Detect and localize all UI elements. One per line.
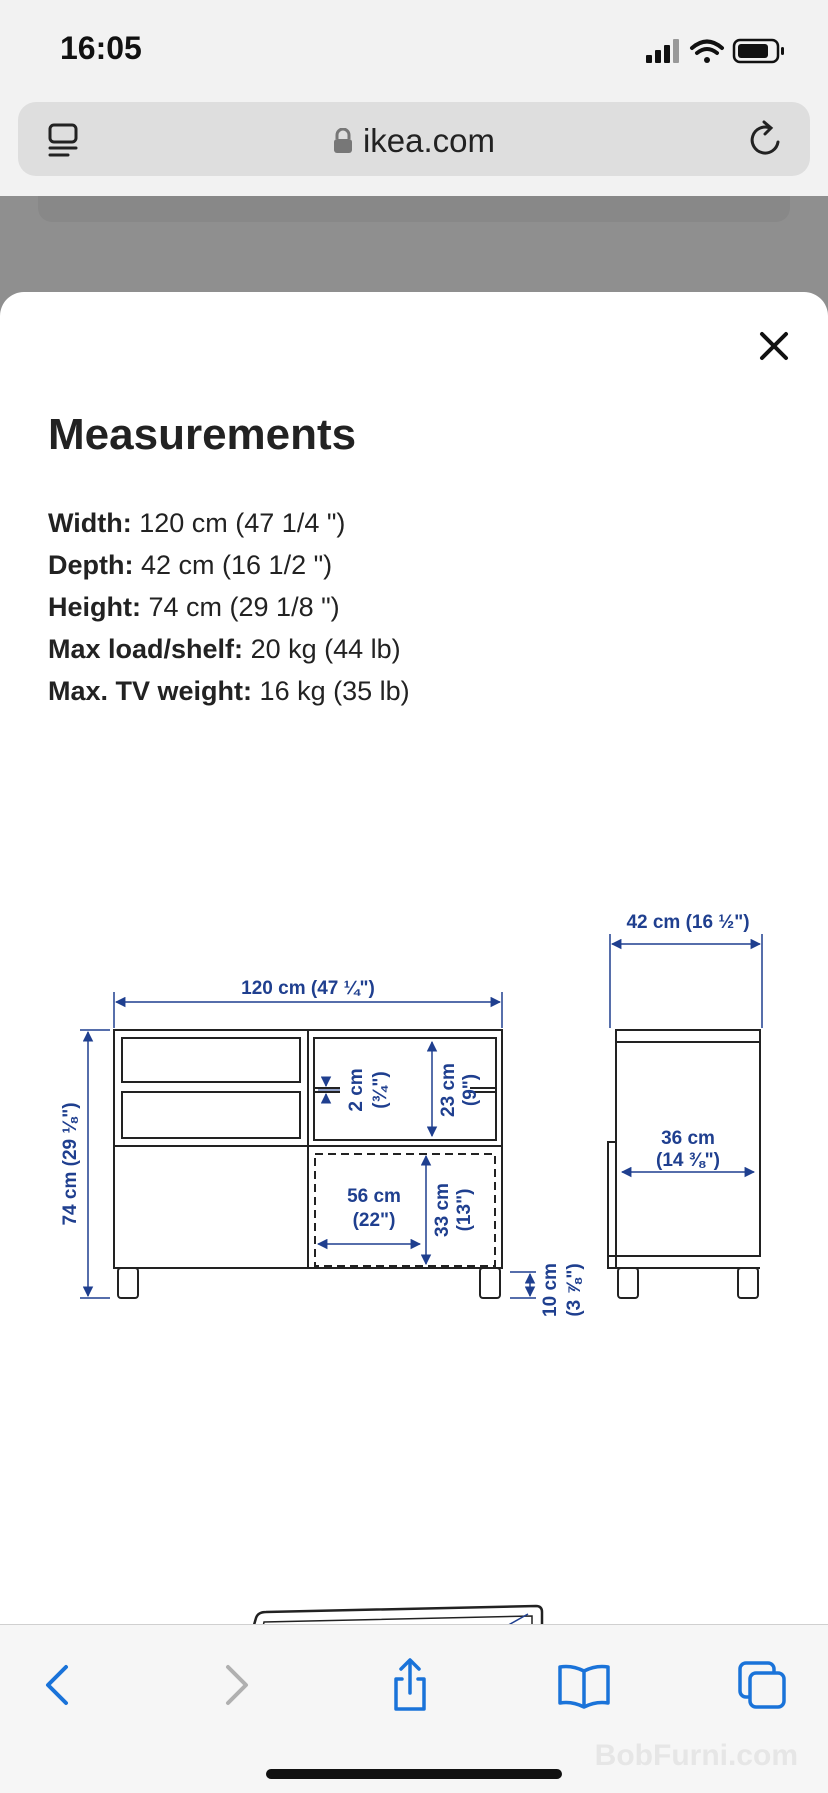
close-button[interactable] [756, 328, 792, 364]
width-dimension-label: 120 cm (47 ¼") [241, 978, 375, 999]
spec-label: Width: [48, 508, 132, 538]
shelf-gap-in-label: (¾") [370, 1071, 391, 1109]
spec-width [48, 502, 410, 544]
spec-label: Max load/shelf: [48, 634, 244, 664]
lock-icon [333, 124, 353, 162]
page-title: Measurements [48, 410, 357, 459]
shelf-gap-cm-label: 2 cm [346, 1068, 367, 1112]
cellular-signal-icon [646, 39, 679, 63]
background-page-strip [38, 196, 790, 222]
height-dimension-label: 74 cm (29 ⅛") [60, 1102, 81, 1226]
leg-height-in-label: (3 ⅞") [564, 1263, 585, 1317]
spec-label: Depth: [48, 550, 134, 580]
bookmarks-button[interactable] [554, 1655, 614, 1715]
url-text: ikea.com [362, 122, 496, 159]
spec-value: 42 cm (16 1/2 ") [141, 550, 333, 580]
reload-icon[interactable] [744, 118, 788, 167]
inner-depth-in-label: (14 ⅜") [656, 1150, 720, 1171]
spec-depth [48, 544, 410, 586]
inner-width-in-label: (22") [352, 1210, 396, 1231]
forward-button[interactable] [206, 1655, 266, 1715]
forward-icon [206, 1655, 266, 1715]
battery-icon [734, 40, 784, 62]
back-icon [28, 1655, 88, 1715]
inner-height-cm-label: 33 cm [432, 1183, 453, 1237]
dimension-diagram [0, 892, 828, 1452]
tabs-icon [732, 1655, 792, 1715]
leg-height-cm-label: 10 cm [540, 1263, 561, 1317]
status-time: 16:05 [60, 30, 142, 66]
tv-diagram-preview [0, 1572, 828, 1624]
spec-value: 16 kg (35 lb) [259, 676, 410, 706]
tabs-button[interactable] [732, 1655, 792, 1715]
spec-label: Height: [48, 592, 141, 622]
measurements-sheet [0, 292, 828, 1624]
home-indicator[interactable] [266, 1769, 562, 1779]
spec-height [48, 586, 410, 628]
browser-toolbar [0, 1624, 828, 1793]
dimension-lines [80, 934, 762, 1298]
inner-height-in-label: (13") [454, 1188, 475, 1232]
shelf-height-in-label: (9") [460, 1073, 481, 1107]
spec-value: 120 cm (47 1/4 ") [139, 508, 346, 538]
watermark: BobFurni.com [594, 1739, 798, 1772]
bookmarks-icon [554, 1655, 614, 1715]
shelf-height-cm-label: 23 cm [438, 1063, 459, 1117]
url-display[interactable] [18, 122, 810, 162]
spec-value: 74 cm (29 1/8 ") [148, 592, 340, 622]
spec-label: Max. TV weight: [48, 676, 253, 706]
spec-list [48, 502, 410, 712]
inner-width-cm-label: 56 cm [347, 1186, 401, 1207]
inner-depth-cm-label: 36 cm [661, 1128, 715, 1149]
depth-dimension-label: 42 cm (16 ½") [626, 912, 750, 933]
status-bar [0, 0, 828, 96]
spec-max-load [48, 628, 410, 670]
spec-tv-weight [48, 670, 410, 712]
share-icon [380, 1655, 440, 1715]
address-bar[interactable] [18, 102, 810, 176]
spec-value: 20 kg (44 lb) [250, 634, 401, 664]
back-button[interactable] [28, 1655, 88, 1715]
share-button[interactable] [380, 1655, 440, 1715]
status-icons [644, 36, 794, 66]
close-icon [756, 328, 792, 364]
wifi-icon [692, 42, 722, 64]
